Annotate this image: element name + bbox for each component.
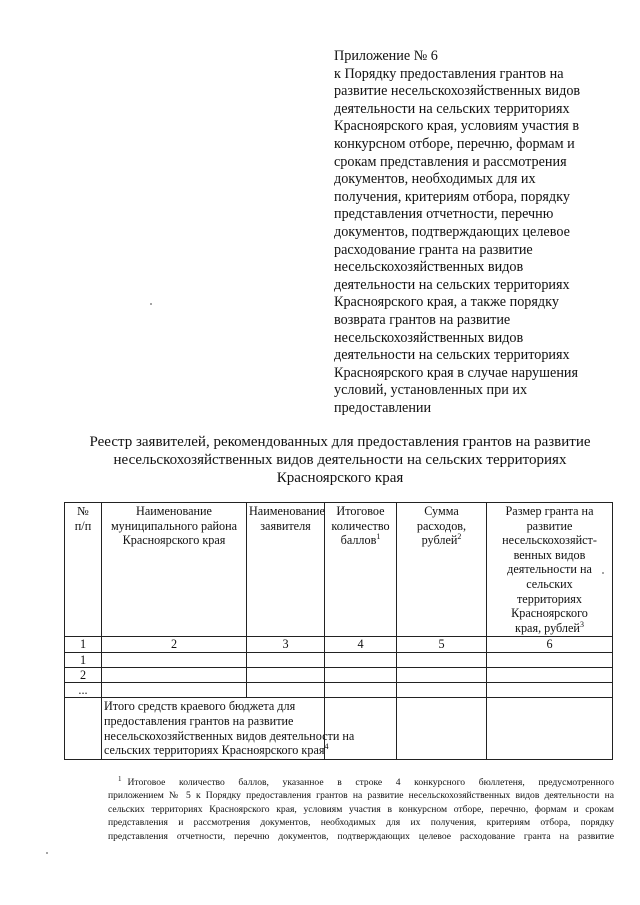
- row-number: 2: [65, 668, 102, 683]
- footnote-ref: 1: [376, 532, 381, 542]
- table-cell: [487, 668, 613, 683]
- footnote-ref: 4: [324, 742, 329, 752]
- table-row: [65, 668, 613, 683]
- column-number: 4: [325, 637, 397, 653]
- appendix-line: развитие несельскохозяйственных видов: [334, 83, 581, 100]
- table-cell: [397, 668, 487, 683]
- footnote-line: приложением № 5 к Порядку предоставления грантов на развитие несельскохозяйственных видов деятельности на: [108, 790, 614, 802]
- footnote-line: сельских территориях Красноярского края, условиям участия в конкурсном отборе, перечню, формам и срокам: [108, 803, 614, 815]
- scan-speck: [602, 572, 604, 574]
- appendix-line: Приложение № 6: [334, 48, 438, 64]
- appendix-line: представления отчетности, перечню: [334, 206, 554, 223]
- appendix-line: Красноярского края, а также порядку: [334, 294, 559, 311]
- header-expenses-sum: Сумма расходов, рублей$^2$: [397, 503, 487, 637]
- footnote-line: $^1$ Итоговое количество баллов, указанное в строке 4 конкурсного бюллетеня, предусмотренного: [118, 774, 614, 788]
- scan-speck: [46, 852, 48, 854]
- total-row: [65, 698, 613, 759]
- appendix-line: документов, необходимых для их: [334, 171, 536, 188]
- table-cell: [487, 653, 613, 668]
- table-cell: [247, 683, 325, 698]
- column-number-row: [65, 637, 613, 653]
- row-number: 1: [65, 653, 102, 668]
- table-cell: [397, 683, 487, 698]
- appendix-line: получения, критериям отбора, порядку: [334, 188, 570, 205]
- column-number: 6: [487, 637, 613, 653]
- table-cell: [102, 683, 247, 698]
- table-cell: [325, 683, 397, 698]
- footnote: [108, 776, 614, 843]
- table-cell: [397, 698, 487, 759]
- appendix-line: деятельности на сельских территориях: [334, 100, 570, 117]
- appendix-line: несельскохозяйственных видов: [334, 329, 524, 346]
- column-number: 3: [247, 637, 325, 653]
- header-municipal-district: Наименование муниципального района Красноярского края: [102, 503, 247, 637]
- appendix-heading: [334, 48, 624, 417]
- footnote-ref: 3: [579, 619, 584, 629]
- header-total-score: Итоговое количество баллов$^1$: [325, 503, 397, 637]
- table-row: [65, 683, 613, 698]
- header-applicant-name: Наименование заявителя: [247, 503, 325, 637]
- table-cell: [325, 653, 397, 668]
- column-number: 1: [65, 637, 102, 653]
- appendix-line: возврата грантов на развитие: [334, 311, 511, 328]
- footnote-ref: 2: [457, 532, 462, 542]
- table-cell: [65, 698, 102, 759]
- table-cell: [102, 653, 247, 668]
- appendix-line: Красноярского края в случае нарушения: [334, 364, 579, 381]
- appendix-line: расходование гранта на развитие: [334, 241, 533, 258]
- title-line: Реестр заявителей, рекомендованных для предоставления грантов на развитие: [89, 434, 591, 450]
- table-cell: [325, 668, 397, 683]
- footnote-line: представления и рассмотрения документов, необходимых для их получения, критериям отбора, порядку: [108, 817, 614, 829]
- header-grant-size: Размер гранта на развитие несельскохозяйст- венных видов деятельности на сельских территориях Красноярского края, рублей$^3$: [487, 503, 613, 637]
- appendix-line: деятельности на сельских территориях: [334, 276, 570, 293]
- appendix-line: Красноярского края, условиям участия в: [334, 118, 580, 135]
- scan-speck: [150, 303, 152, 305]
- table-cell: [247, 653, 325, 668]
- table-cell: [487, 698, 613, 759]
- appendix-line: несельскохозяйственных видов: [334, 259, 524, 276]
- total-label: Итого средств краевого бюджета для предоставления грантов на развитие несельскохозяйственных видов деятельности на сельских территориях Красноярского края$^4$: [102, 698, 325, 759]
- footnote-line: представления отчетности, перечню документов, подтверждающих целевое расходование гранта на развитие: [108, 830, 614, 842]
- appendix-line: срокам представления и рассмотрения: [334, 153, 567, 170]
- title-line: несельскохозяйственных видов деятельности на сельских территориях: [113, 452, 567, 468]
- header-row: [65, 503, 613, 637]
- table-row: [65, 653, 613, 668]
- table-cell: [487, 683, 613, 698]
- appendix-line: документов, подтверждающих целевое: [334, 223, 570, 240]
- appendix-line: к Порядку предоставления грантов на: [334, 65, 564, 82]
- footnote-marker: 1: [118, 774, 122, 783]
- table-cell: [247, 668, 325, 683]
- header-number: № п/п: [65, 503, 102, 637]
- table-cell: [102, 668, 247, 683]
- column-number: 5: [397, 637, 487, 653]
- row-number: ...: [65, 683, 102, 698]
- appendix-line: условий, установленных при их: [334, 382, 528, 399]
- appendix-line: деятельности на сельских территориях: [334, 347, 570, 364]
- column-number: 2: [102, 637, 247, 653]
- title-line: Красноярского края: [276, 470, 404, 486]
- table-cell: [397, 653, 487, 668]
- registry-table: [64, 502, 613, 760]
- registry-title: [60, 433, 620, 487]
- appendix-line: предоставлении: [334, 399, 432, 416]
- appendix-line: конкурсном отборе, перечню, формам и: [334, 135, 575, 152]
